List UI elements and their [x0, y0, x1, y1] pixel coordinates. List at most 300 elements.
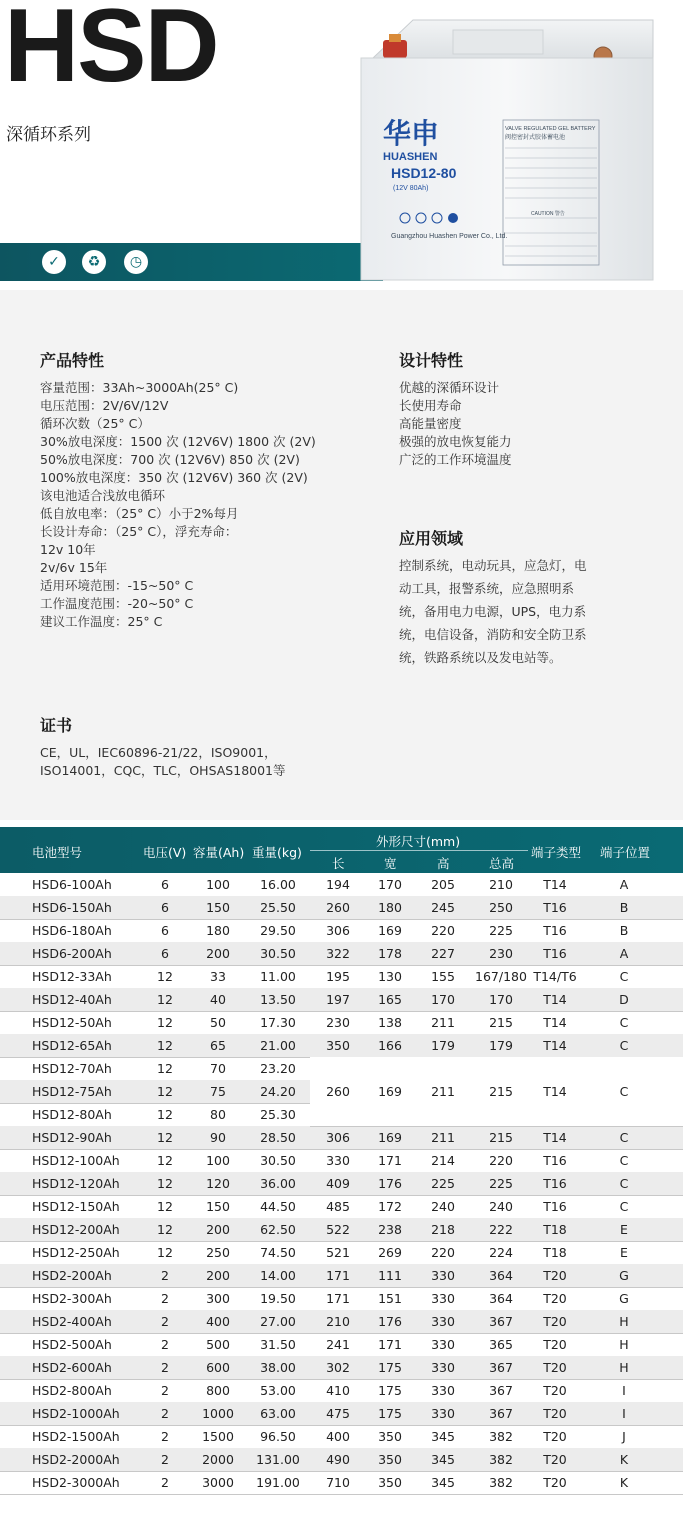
cell-terminal-type: T18: [543, 1245, 567, 1260]
cell-height: 205: [431, 877, 455, 892]
cell-height: 220: [431, 1245, 455, 1260]
table-row: [0, 896, 683, 920]
cell-length: 197: [326, 992, 350, 1007]
cell-terminal-position: C: [619, 969, 629, 984]
certificates-title: 证书: [40, 716, 73, 735]
cell-height: 211: [431, 1130, 455, 1145]
cell-total-height: 170: [489, 992, 513, 1007]
header-total-height: 总高: [489, 856, 515, 871]
cell-terminal-type: T14: [543, 1038, 567, 1053]
cell-width: 350: [378, 1475, 402, 1490]
feature-icon-bar: [0, 243, 383, 281]
header-weight: 重量(kg): [252, 845, 302, 860]
cell-model: HSD6-180Ah: [32, 923, 112, 938]
cell-capacity: 600: [206, 1360, 230, 1375]
design-feature-line: 优越的深循环设计: [399, 380, 500, 395]
cell-voltage: 12: [157, 1084, 173, 1099]
cell-length: 410: [326, 1383, 350, 1398]
cell-capacity: 33: [210, 969, 226, 984]
cell-weight: 11.00: [260, 969, 296, 984]
product-feature-line: 工作温度范围：-20~50° C: [40, 596, 194, 611]
cell-terminal-position: H: [619, 1314, 629, 1329]
cell-length: 409: [326, 1176, 350, 1191]
cell-terminal-position: K: [619, 1475, 629, 1490]
cell-voltage: 12: [157, 992, 173, 1007]
cell-total-height: 250: [489, 900, 513, 915]
application-line: 动工具，报警系统，应急照明系: [399, 581, 575, 596]
battery-logo-cn: 华申: [383, 118, 440, 149]
shield-check-icon: ✓: [42, 250, 66, 274]
cell-width: 169: [378, 1130, 402, 1145]
product-feature-line: 12v 10年: [40, 542, 96, 557]
cell-height: 240: [431, 1199, 455, 1214]
cell-model: HSD2-500Ah: [32, 1337, 112, 1352]
product-feature-line: 50%放电深度：700 次 (12V6V) 850 次 (2V): [40, 452, 300, 467]
cell-voltage: 2: [161, 1452, 169, 1467]
cell-capacity: 80: [210, 1107, 226, 1122]
cell-width: 180: [378, 900, 402, 915]
application-line: 统，铁路系统以及发电站等。: [399, 650, 562, 665]
battery-illustration: [353, 18, 663, 283]
cell-voltage: 2: [161, 1291, 169, 1306]
cell-height: 330: [431, 1383, 455, 1398]
header-model: 电池型号: [32, 845, 83, 860]
table-row: [0, 1149, 683, 1173]
cell-terminal-position: C: [619, 1176, 629, 1191]
cell-capacity: 180: [206, 923, 230, 938]
application-title: 应用领域: [399, 529, 464, 548]
cell-width: 166: [378, 1038, 402, 1053]
cell-capacity: 100: [206, 877, 230, 892]
cell-model: HSD2-600Ah: [32, 1360, 112, 1375]
cell-voltage: 12: [157, 1176, 173, 1191]
cell-weight: 24.20: [260, 1084, 296, 1099]
application-line: 统，电信设备，消防和安全防卫系: [399, 627, 587, 642]
cell-capacity: 100: [206, 1153, 230, 1168]
cell-total-height: 179: [489, 1038, 513, 1053]
cell-capacity: 250: [206, 1245, 230, 1260]
cell-terminal-type: T14: [543, 1015, 567, 1030]
merged-value: 211: [431, 1084, 455, 1099]
cell-model: HSD12-33Ah: [32, 969, 112, 984]
cell-capacity: 90: [210, 1130, 226, 1145]
header-terminal-type: 端子类型: [531, 845, 582, 860]
cell-model: HSD12-75Ah: [32, 1084, 112, 1099]
cell-voltage: 12: [157, 1222, 173, 1237]
cell-weight: 28.50: [260, 1130, 296, 1145]
cell-capacity: 50: [210, 1015, 226, 1030]
header-dimensions: 外形尺寸(mm): [376, 834, 461, 849]
cell-length: 210: [326, 1314, 350, 1329]
cell-model: HSD12-50Ah: [32, 1015, 112, 1030]
header-divider: [310, 850, 528, 851]
battery-label-line1: VALVE REGULATED GEL BATTERY: [505, 126, 596, 132]
cell-capacity: 200: [206, 1222, 230, 1237]
cell-height: 218: [431, 1222, 455, 1237]
table-row: [0, 1379, 683, 1403]
product-feature-line: 低自放电率：（25° C）小于2%每月: [40, 506, 239, 521]
cell-length: 400: [326, 1429, 350, 1444]
cell-total-height: 365: [489, 1337, 513, 1352]
cell-terminal-type: T16: [543, 923, 567, 938]
table-row: [0, 873, 683, 897]
cell-capacity: 120: [206, 1176, 230, 1191]
merged-value: 169: [378, 1084, 402, 1099]
battery-caution: CAUTION 警告: [531, 211, 565, 217]
certificate-line: ISO14001，CQC，TLC，OHSAS18001等: [40, 763, 286, 778]
cell-length: 306: [326, 1130, 350, 1145]
table-row: [0, 1195, 683, 1219]
header-width: 宽: [384, 856, 397, 871]
cell-terminal-position: A: [619, 877, 629, 892]
header-voltage: 电压(V): [143, 845, 187, 860]
cell-terminal-type: T14: [543, 1130, 567, 1145]
cell-voltage: 2: [161, 1337, 169, 1352]
cell-model: HSD6-150Ah: [32, 900, 112, 915]
cell-capacity: 1500: [202, 1429, 234, 1444]
cell-weight: 29.50: [260, 923, 296, 938]
cell-terminal-type: T18: [543, 1222, 567, 1237]
cell-terminal-position: C: [619, 1015, 629, 1030]
cell-weight: 23.20: [260, 1061, 296, 1076]
cell-capacity: 400: [206, 1314, 230, 1329]
cell-height: 330: [431, 1337, 455, 1352]
cell-model: HSD12-120Ah: [32, 1176, 120, 1191]
cell-model: HSD12-250Ah: [32, 1245, 120, 1260]
cell-length: 241: [326, 1337, 350, 1352]
cell-height: 330: [431, 1268, 455, 1283]
cell-length: 194: [326, 877, 350, 892]
cell-terminal-type: T20: [543, 1291, 567, 1306]
cell-total-height: 367: [489, 1314, 513, 1329]
table-row: [0, 919, 683, 943]
cell-terminal-position: D: [619, 992, 629, 1007]
cell-length: 260: [326, 900, 350, 915]
cell-height: 179: [431, 1038, 455, 1053]
certificate-line: CE，UL，IEC60896-21/22，ISO9001，: [40, 745, 277, 760]
table-row: [0, 988, 683, 1012]
merged-value: 260: [326, 1084, 350, 1099]
cell-width: 111: [378, 1268, 402, 1283]
cell-weight: 62.50: [260, 1222, 296, 1237]
product-feature-line: 适用环境范围：-15~50° C: [40, 578, 194, 593]
cell-length: 230: [326, 1015, 350, 1030]
cell-voltage: 2: [161, 1314, 169, 1329]
cell-width: 175: [378, 1383, 402, 1398]
cell-height: 330: [431, 1314, 455, 1329]
cell-total-height: 367: [489, 1406, 513, 1421]
cell-total-height: 167/180: [475, 969, 527, 984]
cell-height: 170: [431, 992, 455, 1007]
product-feature-line: 电压范围：2V/6V/12V: [40, 398, 169, 413]
cell-total-height: 364: [489, 1291, 513, 1306]
cell-total-height: 220: [489, 1153, 513, 1168]
table-row: [0, 1471, 683, 1495]
cell-height: 214: [431, 1153, 455, 1168]
table-row: [0, 1172, 683, 1196]
cell-model: HSD2-1500Ah: [32, 1429, 120, 1444]
cell-weight: 36.00: [260, 1176, 296, 1191]
cell-terminal-type: T16: [543, 946, 567, 961]
spec-table-header: [0, 827, 683, 873]
header-capacity: 容量(Ah): [193, 845, 245, 860]
cell-terminal-type: T20: [543, 1360, 567, 1375]
merged-value: C: [619, 1084, 629, 1099]
cell-length: 322: [326, 946, 350, 961]
cell-width: 169: [378, 923, 402, 938]
cell-width: 175: [378, 1406, 402, 1421]
cell-width: 269: [378, 1245, 402, 1260]
cell-length: 710: [326, 1475, 350, 1490]
battery-model: HSD12-80: [391, 165, 457, 181]
cell-terminal-position: J: [622, 1429, 626, 1444]
cell-length: 302: [326, 1360, 350, 1375]
cell-capacity: 150: [206, 900, 230, 915]
cell-terminal-position: I: [622, 1406, 626, 1421]
table-row: [0, 1425, 683, 1449]
cell-terminal-type: T20: [543, 1452, 567, 1467]
table-row: [0, 942, 683, 966]
cell-voltage: 12: [157, 1153, 173, 1168]
cell-length: 490: [326, 1452, 350, 1467]
cell-voltage: 6: [161, 877, 169, 892]
cell-weight: 96.50: [260, 1429, 296, 1444]
product-feature-line: 2v/6v 15年: [40, 560, 108, 575]
cell-total-height: 224: [489, 1245, 513, 1260]
design-feature-line: 高能量密度: [399, 416, 462, 431]
cell-weight: 30.50: [260, 946, 296, 961]
cell-weight: 191.00: [256, 1475, 300, 1490]
cell-height: 245: [431, 900, 455, 915]
cell-capacity: 1000: [202, 1406, 234, 1421]
cell-height: 345: [431, 1475, 455, 1490]
cell-terminal-position: E: [620, 1245, 628, 1260]
table-row: [0, 965, 683, 989]
cell-voltage: 12: [157, 1061, 173, 1076]
cell-weight: 31.50: [260, 1337, 296, 1352]
cell-voltage: 2: [161, 1383, 169, 1398]
merged-dimension-cell: [310, 1057, 683, 1127]
cell-height: 330: [431, 1291, 455, 1306]
product-feature-line: 容量范围：33Ah~3000Ah(25° C): [40, 380, 239, 395]
cell-total-height: 367: [489, 1360, 513, 1375]
cell-voltage: 2: [161, 1360, 169, 1375]
series-title: 深循环系列: [6, 125, 91, 145]
cell-model: HSD2-3000Ah: [32, 1475, 120, 1490]
table-row: [0, 1264, 683, 1288]
battery-logo-en: HUASHEN: [383, 151, 438, 163]
cell-model: HSD12-200Ah: [32, 1222, 120, 1237]
cell-voltage: 6: [161, 923, 169, 938]
battery-product-image: [353, 18, 663, 283]
cell-weight: 14.00: [260, 1268, 296, 1283]
cell-terminal-position: H: [619, 1337, 629, 1352]
cell-voltage: 6: [161, 946, 169, 961]
cell-capacity: 200: [206, 1268, 230, 1283]
cell-terminal-position: H: [619, 1360, 629, 1375]
cell-width: 238: [378, 1222, 402, 1237]
cell-length: 522: [326, 1222, 350, 1237]
cell-capacity: 500: [206, 1337, 230, 1352]
table-row: [0, 1241, 683, 1265]
cell-weight: 13.50: [260, 992, 296, 1007]
cell-voltage: 12: [157, 1245, 173, 1260]
cell-weight: 19.50: [260, 1291, 296, 1306]
cell-terminal-type: T20: [543, 1383, 567, 1398]
cell-terminal-position: C: [619, 1153, 629, 1168]
cell-model: HSD6-100Ah: [32, 877, 112, 892]
cell-height: 227: [431, 946, 455, 961]
cell-total-height: 382: [489, 1429, 513, 1444]
cell-total-height: 222: [489, 1222, 513, 1237]
cell-capacity: 2000: [202, 1452, 234, 1467]
header-terminal-position: 端子位置: [600, 845, 651, 860]
table-row: [0, 1218, 683, 1242]
table-row: [0, 1356, 683, 1380]
cell-terminal-type: T14: [543, 992, 567, 1007]
product-feature-line: 建议工作温度：25° C: [40, 614, 163, 629]
recycle-icon: ♻: [82, 250, 106, 274]
battery-maker: Guangzhou Huashen Power Co., Ltd.: [391, 233, 508, 240]
hero-section: [0, 0, 683, 285]
application-line: 统，备用电力电源，UPS，电力系: [399, 604, 587, 619]
cell-terminal-position: C: [619, 1199, 629, 1214]
table-row: [0, 1287, 683, 1311]
cell-total-height: 382: [489, 1475, 513, 1490]
cell-length: 171: [326, 1268, 350, 1283]
cell-voltage: 12: [157, 1199, 173, 1214]
cell-length: 171: [326, 1291, 350, 1306]
cell-model: HSD12-65Ah: [32, 1038, 112, 1053]
cell-width: 170: [378, 877, 402, 892]
cell-model: HSD12-100Ah: [32, 1153, 120, 1168]
cell-weight: 44.50: [260, 1199, 296, 1214]
cell-voltage: 2: [161, 1475, 169, 1490]
table-row: [0, 1310, 683, 1334]
cell-voltage: 12: [157, 1015, 173, 1030]
cell-terminal-position: B: [619, 900, 629, 915]
cell-terminal-position: I: [622, 1383, 626, 1398]
cell-terminal-type: T14/T6: [533, 969, 577, 984]
table-row: [0, 1448, 683, 1472]
cell-weight: 74.50: [260, 1245, 296, 1260]
cell-terminal-type: T20: [543, 1314, 567, 1329]
design-feature-line: 极强的放电恢复能力: [399, 434, 512, 449]
features-panel: [0, 290, 683, 820]
cell-voltage: 6: [161, 900, 169, 915]
cell-height: 155: [431, 969, 455, 984]
cell-length: 521: [326, 1245, 350, 1260]
cell-width: 176: [378, 1314, 402, 1329]
cell-width: 171: [378, 1337, 402, 1352]
cell-weight: 25.30: [260, 1107, 296, 1122]
cell-total-height: 382: [489, 1452, 513, 1467]
clock-icon: ◷: [124, 250, 148, 274]
cell-model: HSD12-70Ah: [32, 1061, 112, 1076]
table-row: [0, 1034, 683, 1058]
cell-terminal-type: T14: [543, 877, 567, 892]
cell-total-height: 230: [489, 946, 513, 961]
cell-width: 176: [378, 1176, 402, 1191]
cell-weight: 17.30: [260, 1015, 296, 1030]
cell-terminal-type: T16: [543, 1153, 567, 1168]
cell-width: 138: [378, 1015, 402, 1030]
cell-width: 171: [378, 1153, 402, 1168]
cell-voltage: 12: [157, 1107, 173, 1122]
cell-length: 195: [326, 969, 350, 984]
design-feature-line: 广泛的工作环境温度: [399, 452, 512, 467]
cell-model: HSD2-400Ah: [32, 1314, 112, 1329]
cell-terminal-position: G: [619, 1268, 629, 1283]
product-feature-line: 长设计寿命：（25° C），浮充寿命：: [40, 524, 238, 539]
cell-height: 345: [431, 1452, 455, 1467]
cell-weight: 38.00: [260, 1360, 296, 1375]
cell-terminal-position: C: [619, 1130, 629, 1145]
merged-value: T14: [543, 1084, 567, 1099]
cell-weight: 27.00: [260, 1314, 296, 1329]
cell-width: 172: [378, 1199, 402, 1214]
cell-total-height: 215: [489, 1015, 513, 1030]
table-row: [0, 1011, 683, 1035]
cell-capacity: 3000: [202, 1475, 234, 1490]
battery-label-line2: 阀控密封式胶体蓄电池: [505, 134, 566, 141]
header-height: 高: [437, 856, 450, 871]
application-line: 控制系统，电动玩具，应急灯，电: [399, 558, 587, 573]
cell-terminal-position: K: [619, 1452, 629, 1467]
cell-model: HSD12-90Ah: [32, 1130, 112, 1145]
design-features-title: 设计特性: [399, 351, 464, 370]
cell-length: 330: [326, 1153, 350, 1168]
cell-total-height: 364: [489, 1268, 513, 1283]
cell-width: 178: [378, 946, 402, 961]
cell-capacity: 40: [210, 992, 226, 1007]
cell-terminal-position: E: [620, 1222, 628, 1237]
cell-capacity: 150: [206, 1199, 230, 1214]
cell-terminal-position: B: [619, 923, 629, 938]
cell-voltage: 12: [157, 1130, 173, 1145]
cell-model: HSD12-150Ah: [32, 1199, 120, 1214]
cell-voltage: 12: [157, 969, 173, 984]
brand-title: HSD: [4, 0, 218, 104]
cell-model: HSD2-1000Ah: [32, 1406, 120, 1421]
cell-model: HSD2-200Ah: [32, 1268, 112, 1283]
product-feature-line: 循环次数（25° C）: [40, 416, 150, 431]
cell-total-height: 240: [489, 1199, 513, 1214]
cell-width: 165: [378, 992, 402, 1007]
cell-voltage: 12: [157, 1038, 173, 1053]
cell-capacity: 75: [210, 1084, 226, 1099]
cell-voltage: 2: [161, 1268, 169, 1283]
product-features-title: 产品特性: [40, 351, 105, 370]
cell-weight: 25.50: [260, 900, 296, 915]
cell-width: 151: [378, 1291, 402, 1306]
cell-terminal-position: G: [619, 1291, 629, 1306]
cell-width: 350: [378, 1452, 402, 1467]
cell-weight: 16.00: [260, 877, 296, 892]
cell-height: 345: [431, 1429, 455, 1444]
cell-total-height: 215: [489, 1130, 513, 1145]
cell-terminal-position: C: [619, 1038, 629, 1053]
table-row: [0, 1126, 683, 1150]
product-feature-line: 该电池适合浅放电循环: [40, 488, 166, 503]
cell-voltage: 2: [161, 1429, 169, 1444]
cell-height: 220: [431, 923, 455, 938]
table-row: [0, 1402, 683, 1426]
cell-height: 225: [431, 1176, 455, 1191]
product-feature-line: 100%放电深度：350 次 (12V6V) 360 次 (2V): [40, 470, 308, 485]
header-length: 长: [332, 856, 345, 871]
cell-weight: 131.00: [256, 1452, 300, 1467]
